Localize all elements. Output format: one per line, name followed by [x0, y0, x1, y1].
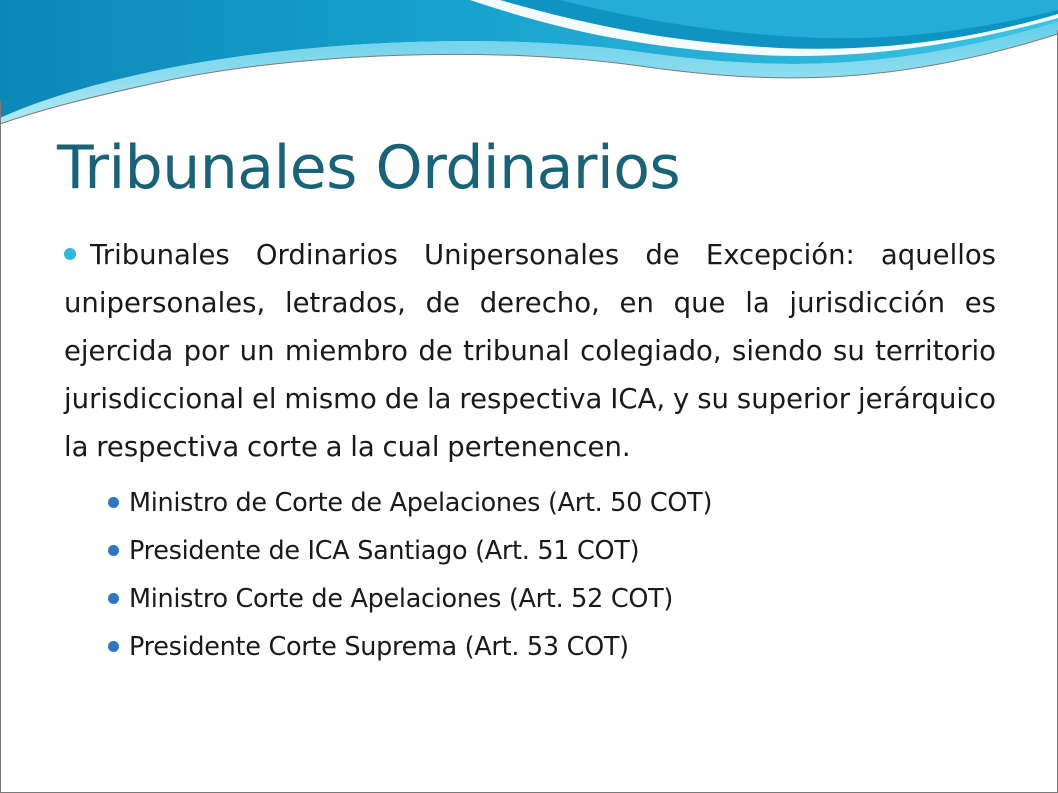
sub-bullet-dot-icon [108, 545, 119, 556]
sub-bullet-text: Presidente Corte Suprema (Art. 53 COT) [129, 632, 629, 662]
sub-bullet-text: Ministro de Corte de Apelaciones (Art. 50 COT) [129, 488, 713, 518]
main-bullet-text: Tribunales Ordinarios Unipersonales de Excepción: aquellos unipersonales, letrados, de derecho, en que la jurisdicción es ejercida por un miembro de tribunal colegiado, siendo su territorio jurisdiccional el mismo de la respectiva ICA, y su superior jerárquico la respectiva corte a la cual pertenencen. [64, 239, 996, 463]
sub-bullet-dot-icon [108, 593, 119, 604]
bullet-dot-icon [64, 248, 76, 260]
frame-left-border [0, 100, 1, 793]
main-bullet-paragraph [64, 231, 996, 471]
sub-bullet-item [108, 575, 996, 623]
sub-bullet-list [64, 479, 996, 671]
header-wave-decoration [0, 0, 1058, 140]
sub-bullet-dot-icon [108, 497, 119, 508]
sub-bullet-item [108, 623, 996, 671]
sub-bullet-text: Presidente de ICA Santiago (Art. 51 COT) [129, 536, 640, 566]
sub-bullet-item [108, 527, 996, 575]
sub-bullet-item [108, 479, 996, 527]
sub-bullet-dot-icon [108, 641, 119, 652]
sub-bullet-text: Ministro Corte de Apelaciones (Art. 52 COT) [129, 584, 674, 614]
slide-body [64, 231, 996, 671]
slide-title: Tribunales Ordinarios [57, 133, 681, 203]
